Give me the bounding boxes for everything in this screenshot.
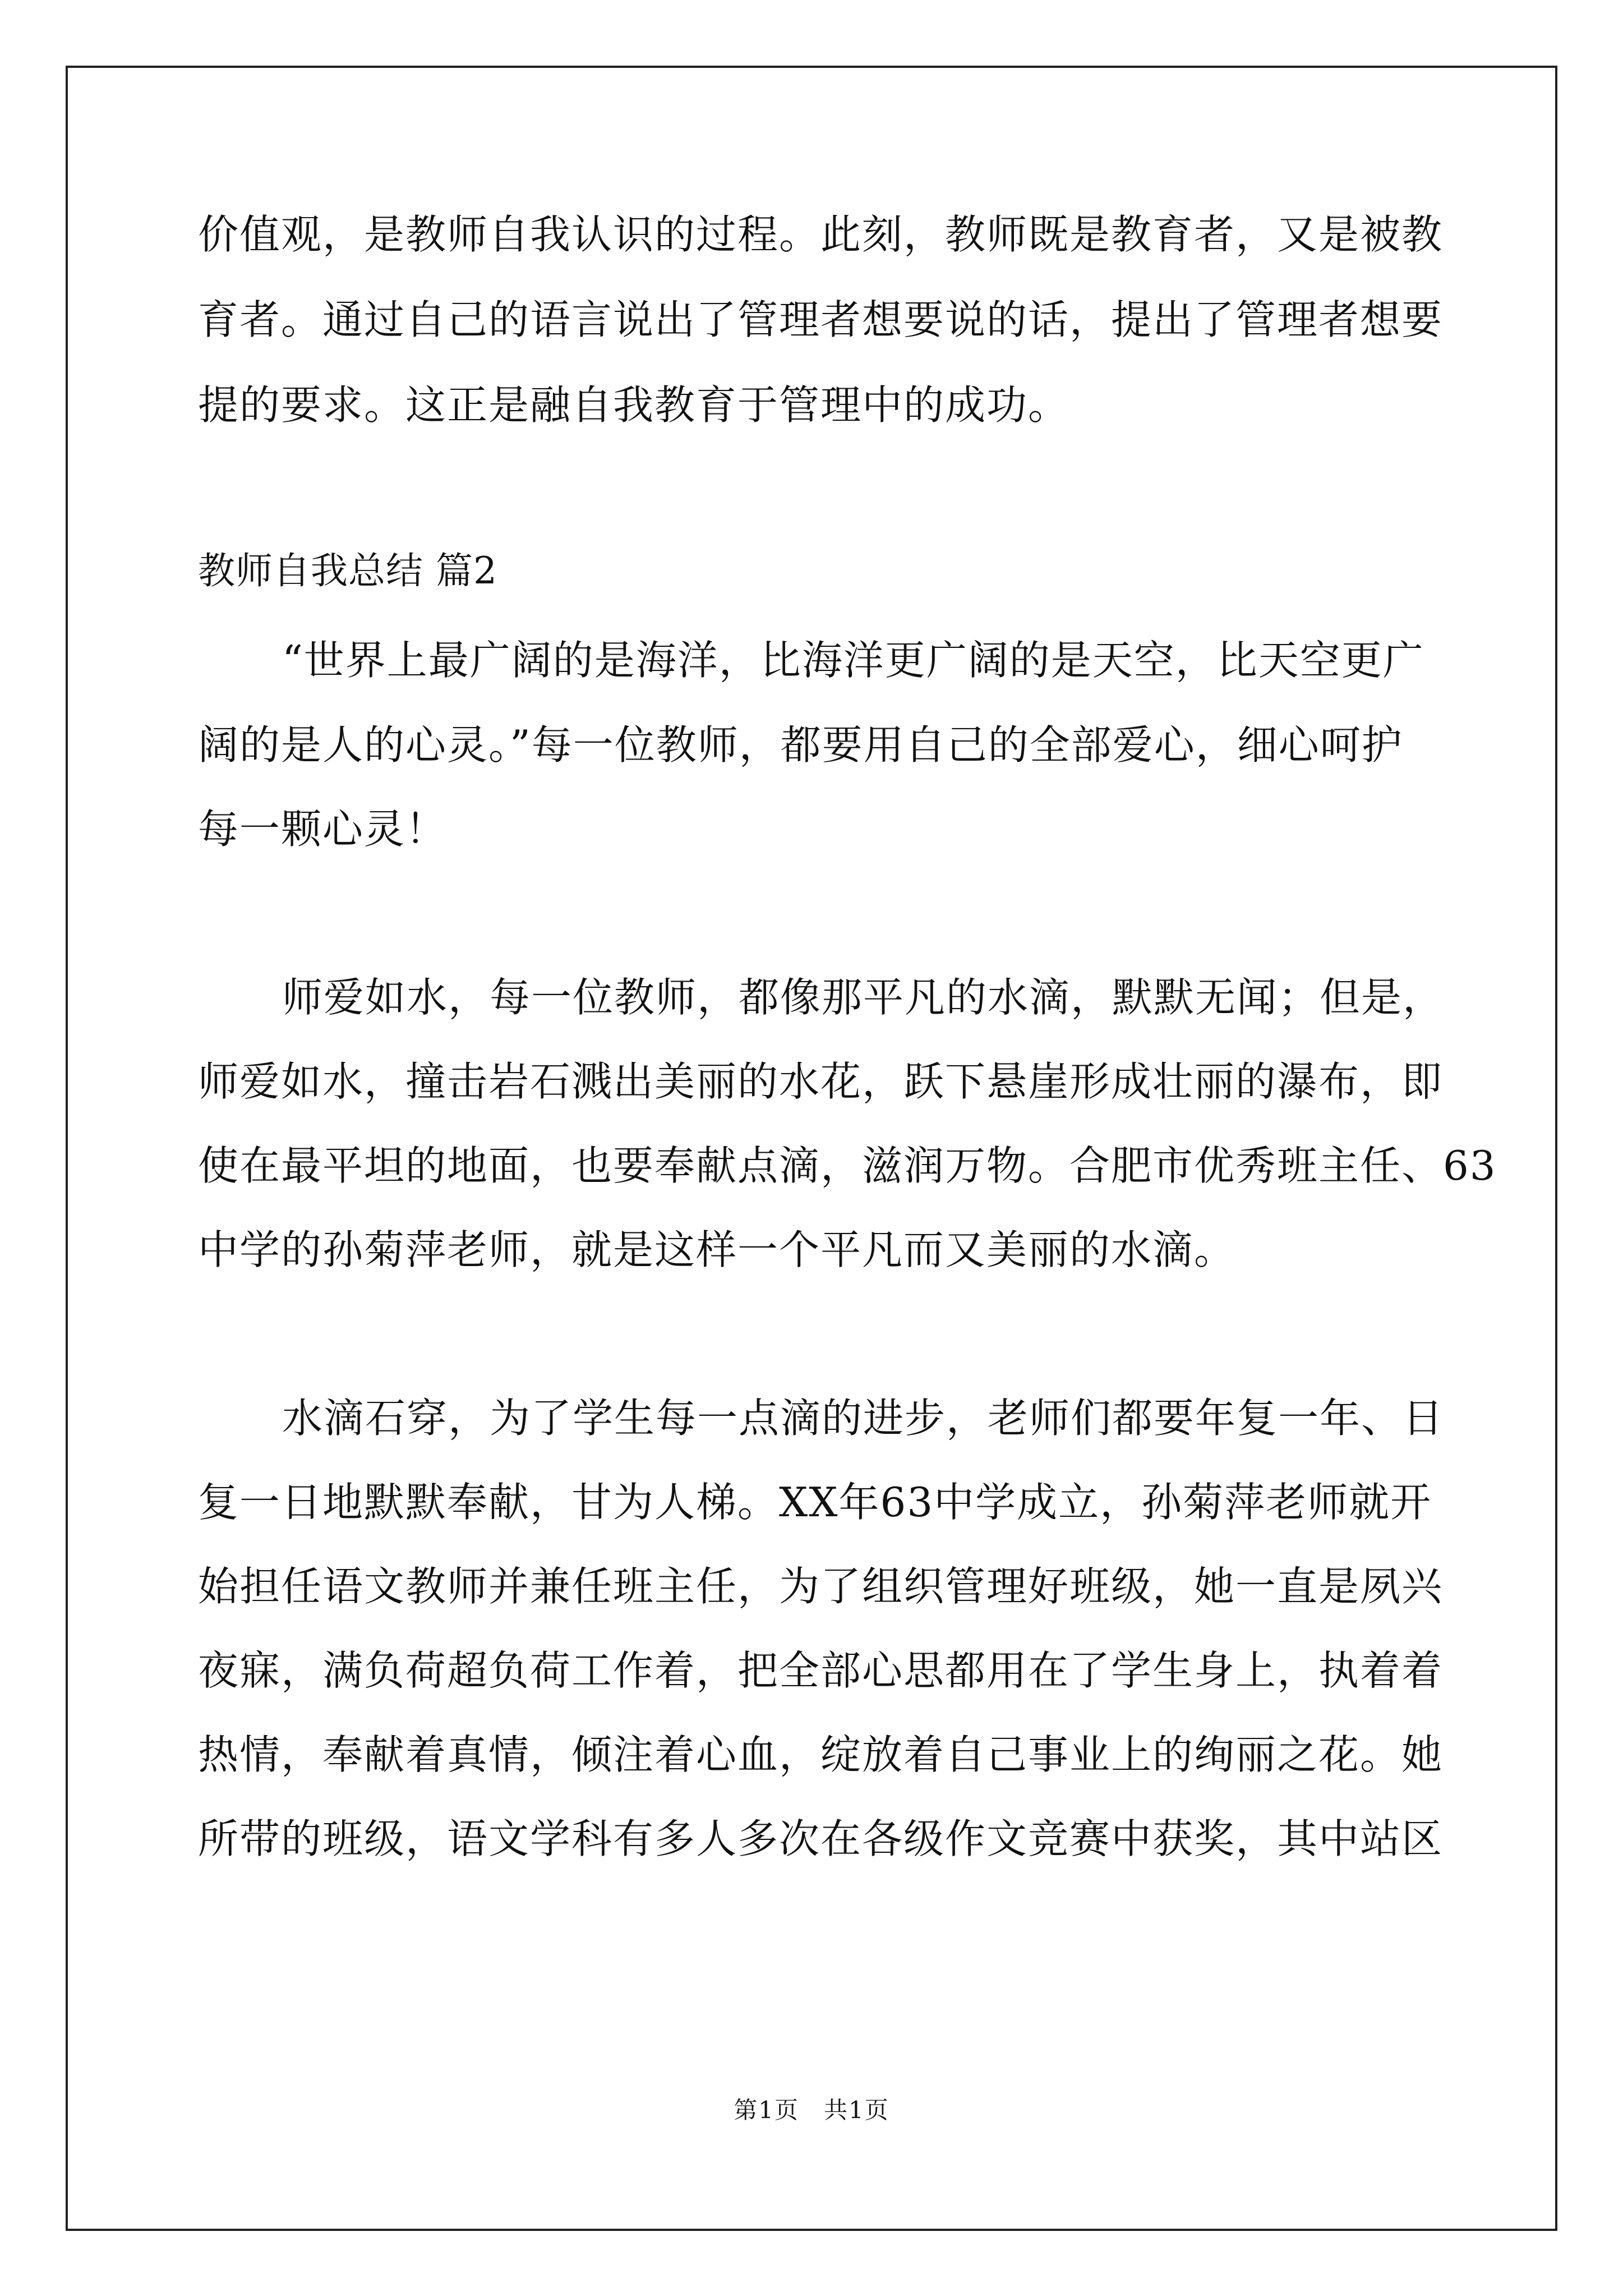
paragraph-2-line-4: 中学的孙菊萍老师，就是这样一个平凡而又美丽的水滴。 [198, 1226, 1236, 1273]
paragraph-2-line-1: 师爱如水，每一位教师，都像那平凡的水滴，默默无闻；但是， [282, 974, 1445, 1021]
intro-line-3: 提的要求。这正是融自我教育于管理中的成功。 [198, 381, 1070, 429]
paragraph-1-line-2: 阔的是人的心灵。”每一位教师，都要用自己的全部爱心，细心呵护 [198, 721, 1403, 769]
paragraph-2-line-3: 使在最平坦的地面，也要奉献点滴，滋润万物。合肥市优秀班主任、63 [198, 1142, 1497, 1189]
paragraph-3-line-4: 夜寐，满负荷超负荷工作着，把全部心思都用在了学生身上，执着着 [198, 1647, 1444, 1694]
paragraph-3-line-6: 所带的班级，语文学科有多人多次在各级作文竞赛中获奖，其中站区 [198, 1815, 1444, 1862]
section-heading: 教师自我总结 篇2 [198, 549, 497, 592]
page-number-footer: 第1页 共1页 [734, 2096, 889, 2124]
paragraph-1-line-1: “世界上最广阔的是海洋，比海洋更广阔的是天空，比天空更广 [282, 637, 1424, 684]
paragraph-2-line-2: 师爱如水，撞击岩石溅出美丽的水花，跃下悬崖形成壮丽的瀑布，即 [198, 1058, 1444, 1105]
intro-line-1: 价值观，是教师自我认识的过程。此刻，教师既是教育者，又是被教 [198, 211, 1444, 258]
paragraph-1-line-3: 每一颗心灵！ [198, 806, 448, 853]
paragraph-3-line-5: 热情，奉献着真情，倾注着心血，绽放着自己事业上的绚丽之花。她 [198, 1731, 1444, 1778]
paragraph-3-line-2: 复一日地默默奉献，甘为人梯。XX年63中学成立，孙菊萍老师就开 [198, 1479, 1432, 1526]
paragraph-3-line-1: 水滴石穿，为了学生每一点滴的进步，老师们都要年复一年、日 [282, 1395, 1445, 1442]
paragraph-3-line-3: 始担任语文教师并兼任班主任，为了组织管理好班级，她一直是夙兴 [198, 1563, 1444, 1610]
intro-line-2: 育者。通过自己的语言说出了管理者想要说的话，提出了管理者想要 [198, 296, 1444, 343]
